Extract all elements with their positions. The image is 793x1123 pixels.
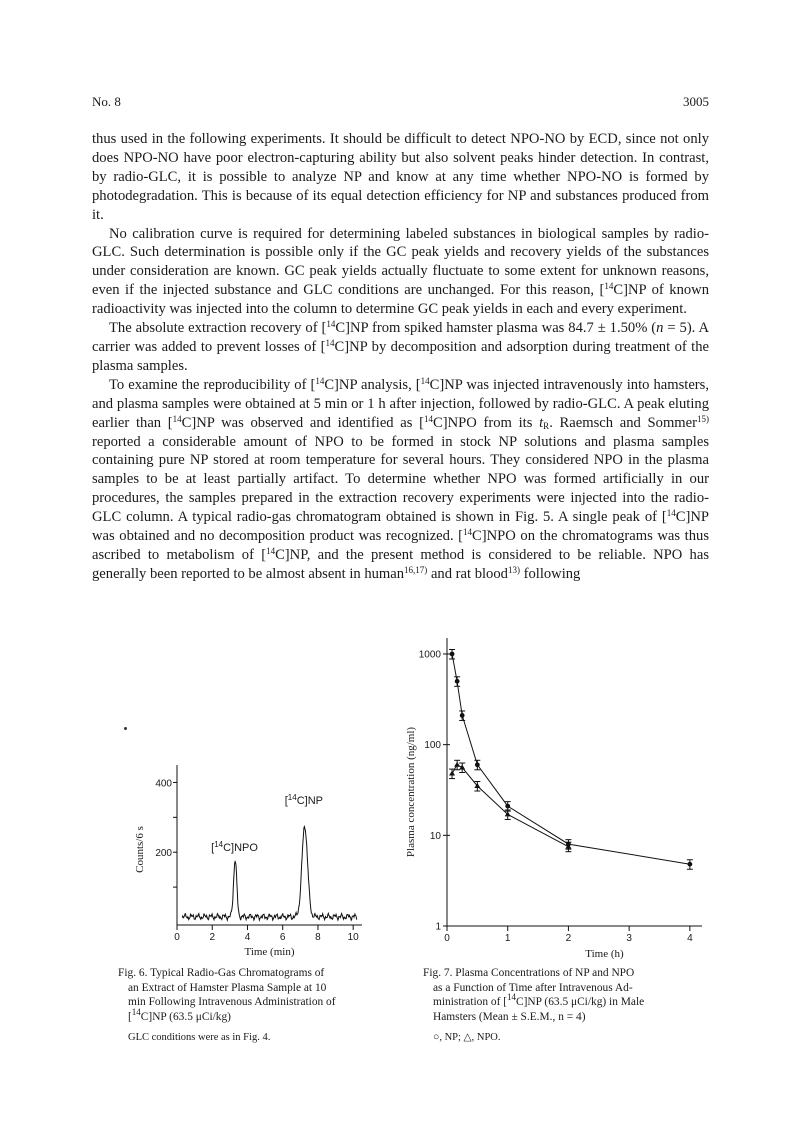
figure-6-chromatogram: [120, 755, 380, 958]
chromatogram-plot: [120, 755, 380, 958]
page-header: [92, 94, 709, 110]
y-tick-label: 1: [435, 921, 441, 933]
figure-6-note: GLC conditions were as in Fig. 4.: [128, 1032, 271, 1044]
np-point: [455, 679, 460, 684]
np-point: [475, 762, 480, 767]
x-tick-label: 0: [174, 932, 180, 943]
x-tick-label: 3: [626, 933, 632, 944]
body-text: [92, 130, 709, 584]
np-point: [450, 652, 455, 657]
journal-issue: No. 8: [92, 94, 121, 109]
paragraph-3: The absolute extraction recovery of [$^{14}$C]NP from spiked hamster plasma was 84.7 ± 1.50% (n = 5). A carrier was added to prevent losses of [$^{14}$C]NP by decomposition and adsorption during treatment of the plasma samples.: [92, 319, 709, 374]
x-tick-label: 10: [347, 932, 359, 943]
x-tick-label: 4: [244, 932, 251, 943]
figure-7-caption: Fig. 7. Plasma Concentrations of NP and NPO as a Function of Time after Intravenous Ad- ministration of [$^{14}$C]NP (63.5 μCi/kg) in Male Hamsters (Mean ± S.E.M., n = 4) ○, NP; △, NPO.: [423, 966, 713, 1046]
y-tick-label: 10: [429, 830, 441, 842]
np-point: [460, 713, 465, 718]
paragraph-1: thus used in the following experiments. It should be difficult to detect NPO-NO by ECD, since not only does NPO-NO have poor electron-capturing ability but also solvent peaks hinder detection. In contrast, by radio-GLC, it is possible to analyze NP and know at any time whether NPO-NO is formed by photodegradation. This is because of its equal detection efficiency for NP and substances produced from it.: [92, 131, 709, 223]
x-tick-label: 4: [687, 933, 693, 944]
x-tick-label: 0: [444, 933, 450, 944]
figure-7-plasma-concentration: [400, 630, 720, 960]
np-line: [452, 654, 690, 864]
np-point: [505, 804, 510, 809]
y-tick-label: 200: [155, 848, 172, 860]
npo-point: [459, 764, 465, 769]
np-point: [687, 862, 692, 867]
peak-label-np: [$^{14}$C]NP: [284, 793, 323, 808]
x-tick-label: 2: [565, 933, 572, 944]
stray-mark: [124, 727, 127, 730]
npo-point: [449, 771, 455, 776]
y-tick-label: 400: [155, 778, 172, 790]
y-tick-label: 100: [424, 740, 441, 752]
y-axis-title: Counts/6 s: [134, 826, 146, 873]
paragraph-4: To examine the reproducibility of [$^{14}$C]NP analysis, [$^{14}$C]NP was injected intravenously into hamsters, and plasma samples were obtained at 5 min or 1 h after injection, followed by radio-GLC. A peak eluting earlier than [$^{14}$C]NP was observed and identified as [$^{14}$C]NPO from its $t_R$. Raemsch and Sommer$^{15)}$ reported a considerable amount of NPO to be formed in stock NP solutions and plasma samples containing pure NP stored at room temperature for several hours. They considered NPO in the plasma samples to be at least partially artifact. To determine whether NPO was formed artificially in our procedures, the samples prepared in the extraction recovery experiments were injected into the radio-GLC column. A typical radio-gas chromatogram obtained is shown in Fig. 5. A single peak of [$^{14}$C]NP was obtained and no decomposition product was recognized. [$^{14}$C]NPO on the chromatograms was thus ascribed to metabolism of [$^{14}$C]NP, and the present method is considered to be reliable. NPO has generally been reported to be almost absent in human$^{16,17)}$ and rat blood$^{13)}$ following: [92, 375, 709, 582]
x-axis-title: Time (h): [585, 948, 624, 960]
x-tick-label: 8: [315, 932, 321, 943]
chromatogram-trace: [182, 827, 356, 921]
x-tick-label: 2: [209, 932, 216, 943]
y-tick-label: 1000: [418, 649, 441, 661]
page-number: 3005: [683, 94, 709, 109]
figure-6-caption: Fig. 6. Typical Radio-Gas Chromatograms of an Extract of Hamster Plasma Sample at 10 min Following Intravenous Administration of [$^{14}$C]NP (63.5 μCi/kg) GLC conditions were as in Fig. 4.: [118, 966, 398, 1046]
x-tick-label: 6: [279, 932, 286, 943]
npo-point: [454, 762, 460, 767]
figure-7-note: ○, NP; △, NPO.: [433, 1032, 501, 1044]
plasma-concentration-plot: [400, 630, 720, 960]
peak-label-npo: [$^{14}$C]NPO: [211, 840, 258, 855]
x-tick-label: 1: [504, 933, 511, 944]
y-axis-title: Plasma concentration (ng/ml): [405, 726, 417, 858]
npo-line: [452, 765, 568, 847]
paragraph-2: No calibration curve is required for determining labeled substances in biological samples by radio-GLC. Such determination is possible only if the GC peak yields and recovery yields of the substances under consideration are known. GC peak yields actually fluctuate to some extent for unknown reasons, even if the injected substance and GLC conditions are unchanged. For this reason, [$^{14}$C]NP of known radioactivity was injected into the column to determine GC peak yields in each and every experiment.: [92, 225, 709, 318]
x-axis-title: Time (min): [244, 946, 295, 958]
